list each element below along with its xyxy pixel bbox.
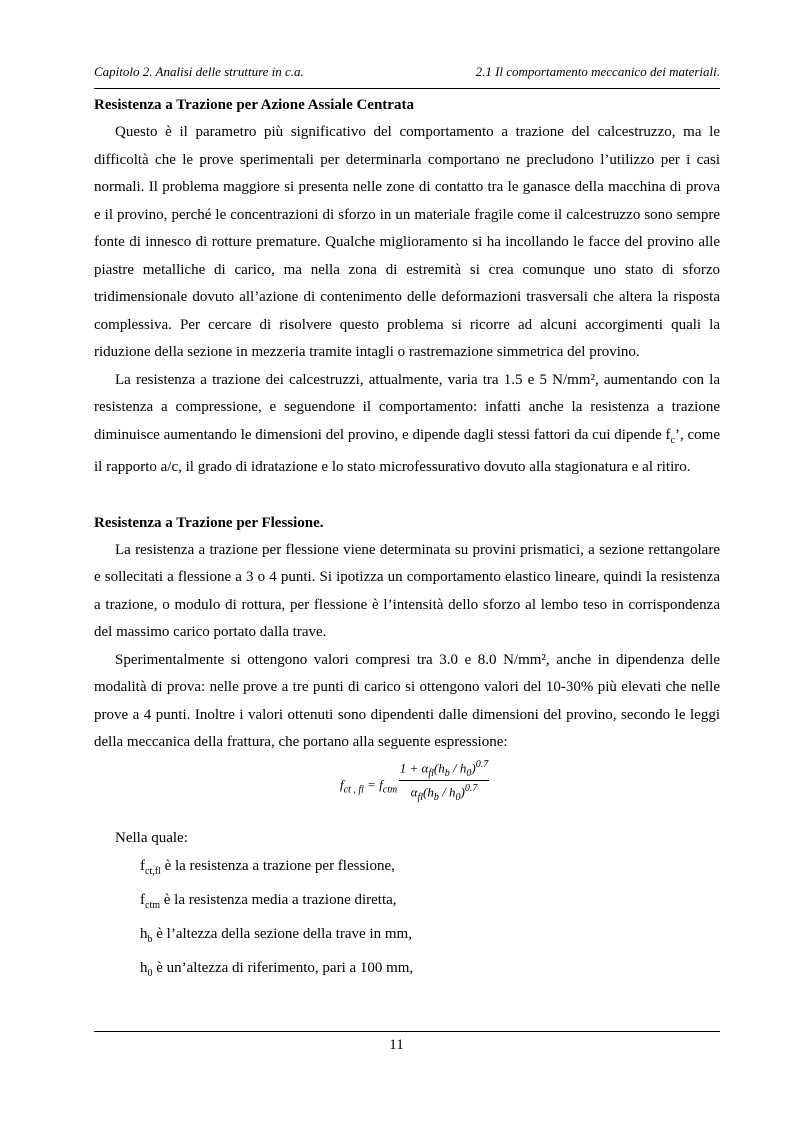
fraction-bar	[399, 780, 489, 781]
page-number: 11	[389, 1037, 404, 1053]
formula-fraction	[399, 759, 489, 804]
definition-item: $f_{ctm}$ è la resistenza media a trazione diretta,	[140, 892, 397, 911]
paragraph-flexure-1: La resistenza a trazione per flessione viene determinata su provini prismatici, a sezione rettangolare e sollecitati a flessione a 3 o 4 punti. Si ipotizza un comportamento elastico lineare, quindi la resistenza a trazione, o modulo di rottura, per flessione è l’intensità dello sforzo al lembo teso in corrispondenza del massimo carico portato dalla trave.	[94, 541, 720, 640]
definition-item: $h_b$ è l’altezza della sezione della trave in mm,	[140, 926, 412, 945]
page-body	[94, 92, 720, 988]
paragraph-axial-1: Questo è il parametro più significativo del comportamento a trazione del calcestruzzo, ma le difficoltà che le prove sperimentali per determinarla comportano ne precludono l’utilizzo per i casi normali. Il problema maggiore si presenta nelle zone di contatto tra le ganasce della macchina di prova e il provino, perché le concentrazioni di sforzo in un materiale fragile come il calcestruzzo sono sempre fonte di innesco di rotture premature. Qualche miglioramento si ha incollando le facce del provino alle piastre metalliche di carico, ma nella zona di estremità si crea comunque uno stato di sforzo tridimensionale dovuto all’azione di contenimento delle deformazioni trasversali che altera la risposta complessiva. Per cercare di risolvere questo problema si ricorre ad alcuni accorgimenti quali la riduzione della sezione in mezzeria tramite intagli o rastremazione simmetrica del provino.	[94, 124, 720, 360]
definition-item: $f_{ct,fl}$ è la resistenza a trazione per flessione,	[140, 858, 395, 877]
header-rule	[94, 88, 720, 89]
formula-lhs: $f_{ct , fl} = f_{ctm}$	[340, 776, 398, 796]
formula-denominator: $\alpha_{fl}(h_b / h_0)^{0.7}$	[410, 783, 478, 804]
section-title-axial: Resistenza a Trazione per Azione Assiale Centrata	[94, 97, 414, 113]
formula	[94, 757, 720, 821]
section-title-flexure: Resistenza a Trazione per Flessione.	[94, 514, 324, 531]
definitions-intro: Nella quale:	[115, 829, 188, 846]
footer-rule	[94, 1031, 720, 1032]
running-header	[94, 62, 720, 82]
header-section: 2.1 Il comportamento meccanico dei materiali.	[475, 64, 720, 79]
paragraph-axial-2: La resistenza a trazione dei calcestruzzi, attualmente, varia tra 1.5 e 5 N/mm², aumentando con la resistenza a compressione, e seguendone il comportamento: infatti anche la resistenza a trazione diminuisce aumentando le dimensioni del provino, e dipende dagli stessi fattori da cui dipende $f_c$’, come il rapporto a/c, il grado di idratazione e lo stato microfessurativo dovuto alla stagionatura e al ritiro.	[94, 371, 720, 475]
header-chapter: Capitolo 2. Analisi delle strutture in c.a.	[94, 64, 304, 79]
paragraph-flexure-2: Sperimentalmente si ottengono valori compresi tra 3.0 e 8.0 N/mm², anche in dipendenza delle modalità di prova: nelle prove a tre punti di carico si ottengono valori del 10-30% più elevati che nelle prove a 4 punti. Inoltre i valori ottenuti sono dipendenti dalle dimensioni del provino, secondo le leggi della meccanica della frattura, che portano alla seguente espressione:	[94, 651, 720, 750]
formula-numerator: $1 + \alpha_{fl}(h_b / h_0)^{0.7}$	[399, 758, 489, 779]
definition-item: $h_0$ è un’altezza di riferimento, pari a 100 mm,	[140, 960, 414, 979]
section-gap	[94, 482, 720, 510]
